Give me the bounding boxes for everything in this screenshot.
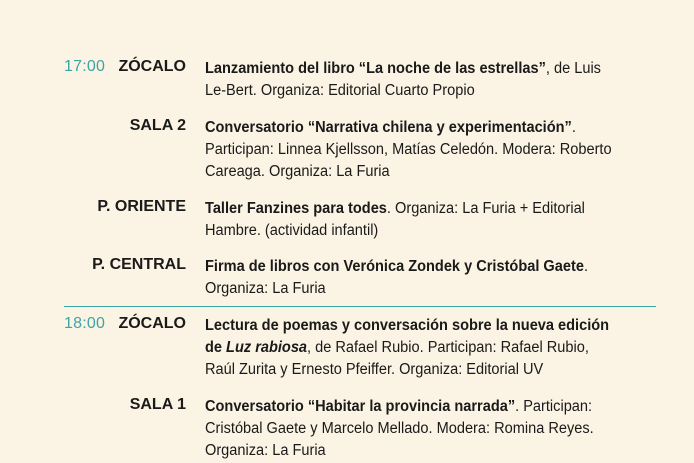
event-description <box>205 198 619 242</box>
event-details: , de Rafael Rubio. Participan: Rafael Rubio, Raúl Zurita y Ernesto Pfeiffer. Organiza: Editorial UV <box>205 339 589 378</box>
event-details: . Organiza: La Furia + Editorial Hambre. (actividad infantil) <box>205 200 585 239</box>
time-label: 18:00 <box>64 315 106 332</box>
venue-label: P. ORIENTE <box>97 198 186 215</box>
event-title: Lectura de poemas y conversación sobre la nueva edición de <box>205 317 610 356</box>
event-description <box>205 58 619 102</box>
event-title: Conversatorio “Narrativa chilena y experimentación” <box>205 119 572 136</box>
event-title: Lanzamiento del libro “La noche de las estrellas” <box>205 60 546 77</box>
venue-label: ZÓCALO <box>118 58 186 75</box>
event-description <box>205 117 619 183</box>
event-description <box>205 256 619 300</box>
event-details: . Participan: Linnea Kjellsson, Matías Celedón. Modera: Roberto Careaga. Organiza: La Furia <box>205 119 612 180</box>
venue-label: ZÓCALO <box>118 315 186 332</box>
time-label: 17:00 <box>64 58 106 75</box>
time-separator <box>64 306 656 307</box>
event-description <box>205 396 619 462</box>
event-title: Conversatorio “Habitar la provincia narrada” <box>205 398 516 415</box>
event-details: . Participan: Cristóbal Gaete y Marcelo Mellado. Modera: Romina Reyes. Organiza: La Furia <box>205 398 594 459</box>
book-title: Luz rabiosa <box>226 339 308 356</box>
venue-label: P. CENTRAL <box>92 256 186 273</box>
venue-label: SALA 1 <box>129 396 186 413</box>
event-details: , de Luis Le-Bert. Organiza: Editorial Cuarto Propio <box>205 60 601 99</box>
event-title: Firma de libros con Verónica Zondek y Cristóbal Gaete <box>205 258 584 275</box>
event-description <box>205 315 619 381</box>
venue-label: SALA 2 <box>129 117 186 134</box>
event-title: Taller Fanzines para todes <box>205 200 387 217</box>
event-details: . Organiza: La Furia <box>205 258 588 297</box>
